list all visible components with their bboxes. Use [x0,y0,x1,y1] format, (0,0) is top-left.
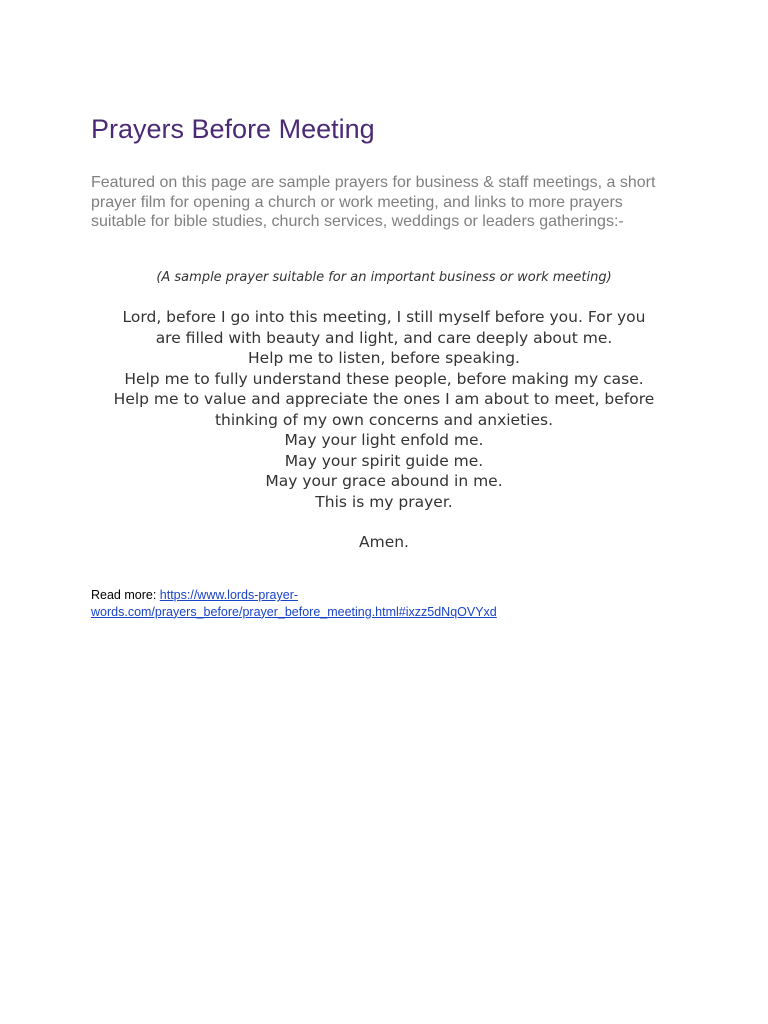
prayer-line: Help me to value and appreciate the ones I am about to meet, before [113,390,655,408]
intro-line: prayer film for opening a church or work meeting, and links to more prayers [91,193,623,211]
read-more-line [91,587,691,604]
prayer-line: May your spirit guide me. [284,451,484,470]
intro-paragraph [91,173,681,232]
prayer-amen: Amen. [359,533,409,551]
read-more-label: Read more: [91,588,160,602]
intro-line: suitable for bible studies, church services, weddings or leaders gatherings:- [91,213,624,230]
prayer-line: May your light enfold me. [284,431,484,449]
read-more-line [91,604,691,621]
prayer-line: Help me to fully understand these people, before making my case. [124,369,644,388]
prayer-line: Help me to listen, before speaking. [248,349,520,367]
prayer-line: This is my prayer. [315,492,453,511]
read-more-link[interactable]: https://www.lords-prayer- [159,588,299,602]
prayer-line: are filled with beauty and light, and care deeply about me. [155,328,613,347]
read-more-link[interactable]: words.com/prayers_before/prayer_before_meeting.html#ixzz5dNqOVYxd [91,604,497,619]
prayer-text [0,307,768,512]
prayer-line: May your grace abound in me. [265,472,503,490]
prayer-caption: (A sample prayer suitable for an important business or work meeting) [156,270,612,285]
read-more [91,587,691,620]
page-title: Prayers Before Meeting [91,114,375,144]
prayer-line: thinking of my own concerns and anxieties. [214,410,554,429]
prayer-line: Lord, before I go into this meeting, I still myself before you. For you [122,308,646,326]
intro-line: Featured on this page are sample prayers for business & staff meetings, a short [91,174,656,191]
